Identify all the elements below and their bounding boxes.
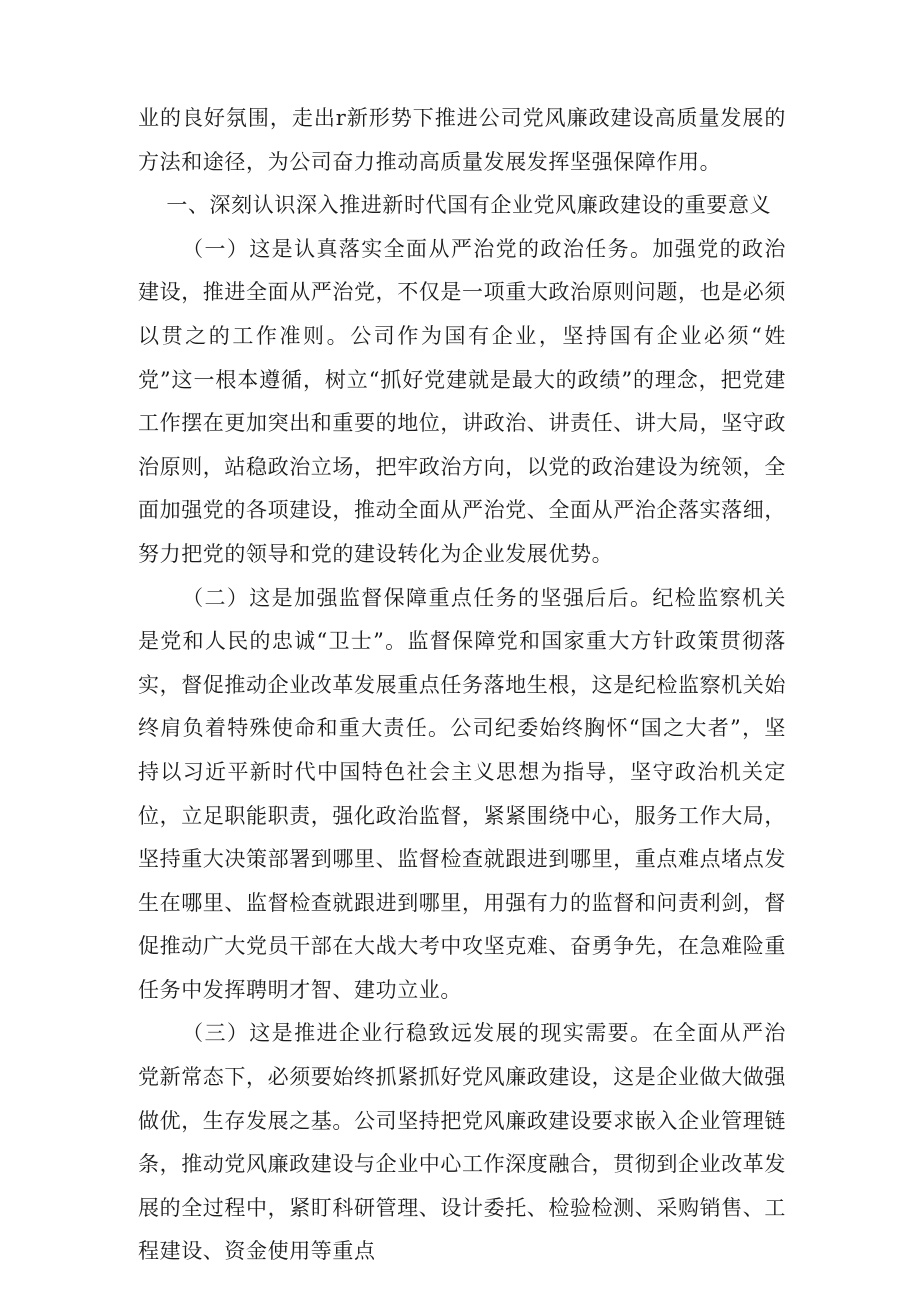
paragraph-continuation: 业的良好氛围，走出r新形势下推进公司党风廉政建设高质量发展的方法和途径，为公司奋力推动高质量发展发挥坚强保障作用。 xyxy=(138,106,786,174)
paragraph-one: （一）这是认真落实全面从严治党的政治任务。加强党的政治建设，推进全面从严治党，不仅是一项重大政治原则问题，也是必须以贯之的工作准则。公司作为国有企业，坚持国有企业必须“姓党”这一根本遵循，树立“抓好党建就是最大的政绩”的理念，把党建工作摆在更加突出和重要的地位，讲政治、讲责任、讲大局，坚守政治原则，站稳政治立场，把牢政治方向，以党的政治建设为统领，全面加强党的各项建设，推动全面从严治党、全面从严治企落实落细，努力把党的领导和党的建设转化为企业发展优势。 xyxy=(138,236,786,566)
section-heading: 一、深刻认识深入推进新时代国有企业党风廉政建设的重要意义 xyxy=(166,193,772,218)
paragraph-three: （三）这是推进企业行稳致远发展的现实需要。在全面从严治党新常态下，必须要始终抓紧抓好党风廉政建设，这是企业做大做强做优，生存发展之基。公司坚持把党风廉政建设要求嵌入企业管理链条，推动党风廉政建设与企业中心工作深度融合，贯彻到企业改革发展的全过程中，紧盯科研管理、设计委托、检验检测、采购销售、工程建设、资金使用等重点 xyxy=(138,1021,786,1264)
document-body xyxy=(138,97,786,1274)
paragraph-two: （二）这是加强监督保障重点任务的坚强后后。纪检监察机关是党和人民的忠诚“卫士”。监督保障党和国家重大方针政策贯彻落实，督促推动企业改革发展重点任务落地生根，这是纪检监察机关始终肩负着特殊使命和重大责任。公司纪委始终胸怀“国之大者”，坚持以习近平新时代中国特色社会主义思想为指导，坚守政治机关定位，立足职能职责，强化政治监督，紧紧围绕中心，服务工作大局，坚持重大决策部署到哪里、监督检查就跟进到哪里，重点难点堵点发生在哪里、监督检查就跟进到哪里，用强有力的监督和问责利剑，督促推动广大党员干部在大战大考中攻坚克难、奋勇争先，在急难险重任务中发挥聘明才智、建功立业。 xyxy=(138,585,786,1002)
